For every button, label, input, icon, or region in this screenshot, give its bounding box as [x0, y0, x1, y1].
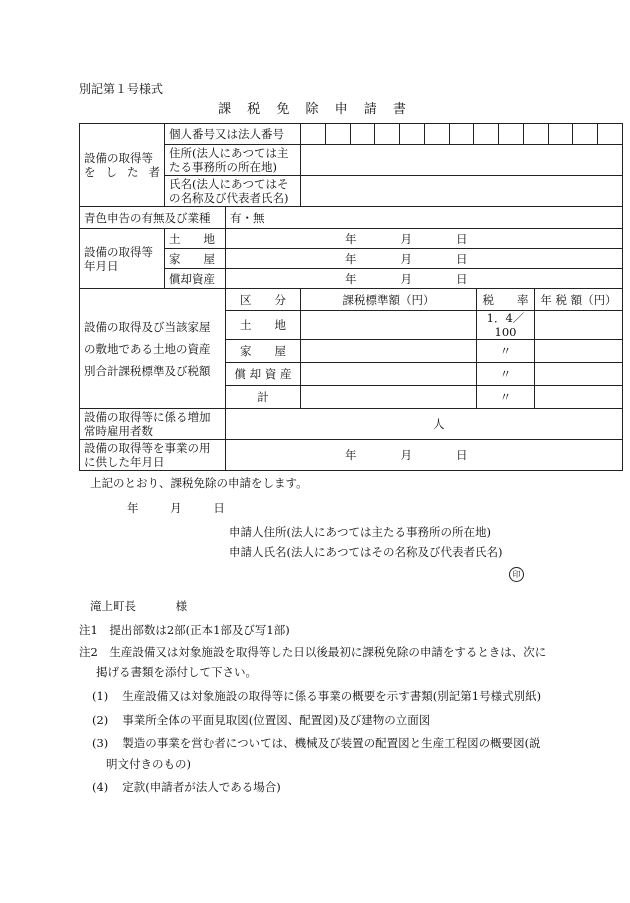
note-2-line-1: 注2 生産設備又は対象施設を取得等した日以後最初に課税免除の申請をするときは、次に — [79, 645, 547, 659]
employees-field[interactable] — [226, 409, 623, 440]
tax-row-amount[interactable] — [535, 386, 623, 409]
addressee: 滝上町長 様 — [90, 599, 188, 613]
employees-label: 設備の取得等に係る増加 常時雇用者数 — [80, 409, 226, 440]
form-number-label: 別記第１号様式 — [79, 82, 164, 96]
tax-row-rate: 〃 — [477, 386, 535, 409]
note-item: (2) 事業所全体の平面見取図(位置図、配置図)及び建物の立面図 — [92, 713, 431, 727]
personal-number-label: 個人番号又は法人番号 — [165, 124, 301, 145]
business-use-date-field[interactable]: 年 月 日 — [226, 440, 623, 471]
acquirer-label: 設備の取得等 を し た 者 — [80, 124, 165, 207]
tax-row-base[interactable] — [301, 363, 477, 386]
acquisition-depreciable-date[interactable]: 年 月 日 — [226, 269, 623, 289]
document-title: 課 税 免 除 申 請 書 — [218, 102, 412, 117]
tax-header-base: 課税標準額（円） — [301, 289, 477, 311]
tax-row-base[interactable] — [301, 311, 477, 340]
address-field[interactable] — [301, 145, 623, 176]
tax-header-category: 区 分 — [226, 289, 301, 311]
acquisition-date-label: 設備の取得等 年月日 — [80, 229, 165, 289]
note-item: (4) 定款(申請者が法人である場合) — [92, 780, 281, 794]
blue-return-value[interactable]: 有・無 — [226, 207, 623, 229]
applicant-address-label: 申請人住所(法人にあつては主たる事務所の所在地) — [229, 525, 491, 539]
tax-row-category: 償 却 資 産 — [226, 363, 301, 386]
address-label: 住所(法人にあつては主 たる事務所の所在地) — [165, 145, 301, 176]
tax-row-category: 計 — [226, 386, 301, 409]
note-item-continued: 明文付きのもの) — [106, 757, 191, 771]
tax-header-amount: 年 税 額（円） — [535, 289, 623, 311]
acquisition-depreciable-label: 償却資産 — [165, 269, 226, 289]
applicant-name-label: 申請人氏名(法人にあつてはその名称及び代表者氏名) — [229, 545, 503, 559]
tax-label: 設備の取得及び当該家屋 の敷地である土地の資産 別合計課税標準及び税額 — [80, 289, 226, 409]
acquisition-building-label: 家 屋 — [165, 249, 226, 269]
seal-mark-icon: 印 — [509, 567, 524, 582]
tax-row-base[interactable] — [301, 386, 477, 409]
application-form-table — [79, 123, 623, 471]
business-use-date-label: 設備の取得等を事業の用 に供した年月日 — [80, 440, 226, 471]
employees-unit: 人 — [433, 417, 445, 431]
tax-row-category: 土 地 — [226, 311, 301, 340]
blue-return-label: 青色申告の有無及び業種 — [80, 207, 226, 229]
personal-number-boxes[interactable] — [301, 124, 623, 145]
acquisition-building-date[interactable]: 年 月 日 — [226, 249, 623, 269]
acquisition-land-label: 土 地 — [165, 229, 226, 249]
acquisition-land-date[interactable]: 年 月 日 — [226, 229, 623, 249]
tax-row-rate: 〃 — [477, 340, 535, 363]
note-item: (3) 製造の事業を営む者については、機械及び装置の配置図と生産工程図の概要図(説 — [92, 736, 541, 750]
note-2-line-2: 掲げる書類を添付して下さい。 — [96, 665, 257, 679]
tax-header-rate: 税 率 — [477, 289, 535, 311]
note-item: (1) 生産設備又は対象施設の取得等に係る事業の概要を示す書類(別記第1号様式別紙) — [92, 689, 542, 703]
note-1: 注1 提出部数は2部(正本1部及び写1部) — [79, 623, 290, 637]
tax-row-amount[interactable] — [535, 363, 623, 386]
tax-row-rate: 1．4／100 — [477, 311, 535, 340]
name-label: 氏名(法人にあつてはそ の名称及び代表者氏名) — [165, 176, 301, 207]
tax-row-category: 家 屋 — [226, 340, 301, 363]
tax-row-amount[interactable] — [535, 311, 623, 340]
application-statement: 上記のとおり、課税免除の申請をします。 — [90, 476, 308, 490]
tax-row-rate: 〃 — [477, 363, 535, 386]
tax-row-base[interactable] — [301, 340, 477, 363]
application-date-line: 年 月 日 — [127, 501, 225, 515]
tax-row-amount[interactable] — [535, 340, 623, 363]
name-field[interactable] — [301, 176, 623, 207]
